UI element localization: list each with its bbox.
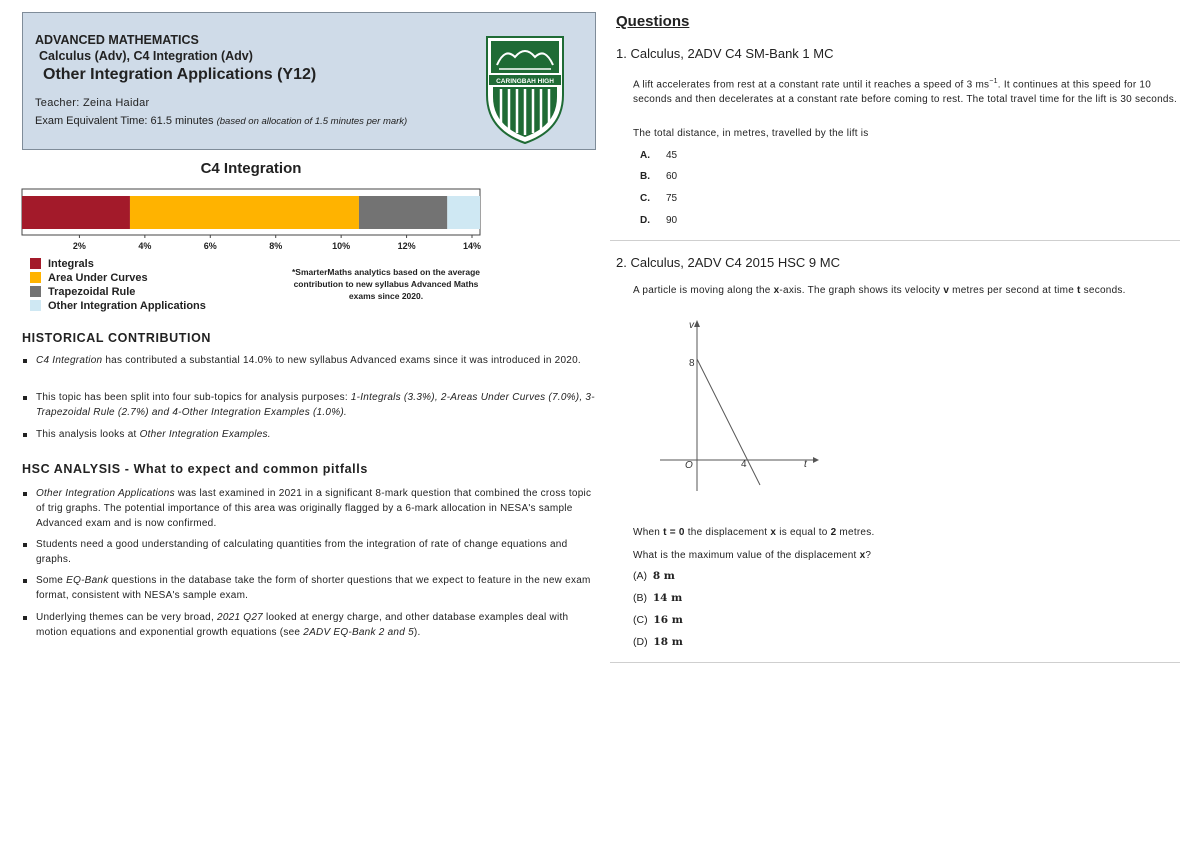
question-text: . It continues at this speed for 10 seconds and then decelerates at a constant rate before coming to rest. The total travel time for the lift is 30 seconds. (633, 79, 1177, 106)
legend-item-trapezoidal-rule (30, 286, 135, 299)
question-1-prompt: The total distance, in metres, travelled by the lift is (633, 128, 869, 139)
math-var: 2 (830, 527, 837, 538)
x-tick-label: 12% (397, 241, 416, 251)
historical-heading: HISTORICAL CONTRIBUTION (22, 331, 212, 345)
math-var: v (943, 285, 950, 296)
question-text: When (633, 527, 664, 538)
bullet-text: was last examined in 2021 in a significant 8-mark question that combined the cross topic of trig graphs. The potential importance of this area was originally flagged by a 6-mark allocation in NESA's sample Advanced exam and is now confirmed. (36, 488, 592, 529)
bullet-text: This analysis looks at (36, 429, 140, 440)
question-text: is equal to (776, 527, 831, 538)
legend-item-integrals (30, 258, 94, 271)
header-box (22, 12, 596, 150)
hsc-bullet-3 (36, 573, 598, 603)
stacked-bar-chart (18, 185, 488, 255)
question-text: metres. (836, 527, 875, 538)
velocity-time-graph (655, 315, 825, 495)
legend-swatch (30, 258, 41, 269)
bullet-emphasis: Other Integration Examples. (139, 429, 271, 440)
math-var: x (859, 550, 866, 561)
bar-segment-other-integration-applications (447, 196, 480, 229)
questions-heading: Questions (616, 13, 690, 30)
option-label: (A) (633, 570, 647, 582)
bullet-emphasis: EQ-Bank (66, 575, 109, 586)
option-value: 60 (666, 171, 678, 182)
option-value: 75 (666, 193, 678, 204)
chart-footnote: *SmarterMaths analytics based on the average contribution to new syllabus Advanced Maths exams since 2020. (291, 267, 481, 301)
exam-time-note: (based on allocation of 1.5 minutes per mark) (216, 116, 408, 127)
question-text: ? (865, 550, 872, 561)
x-tick-label: 8% (269, 241, 283, 251)
subject-title: ADVANCED MATHEMATICS (35, 33, 199, 47)
math-expr: t = 0 (663, 527, 685, 538)
exam-time: Exam Equivalent Time: 61.5 minutes (35, 115, 214, 127)
origin-label: O (685, 460, 693, 471)
logo-text: CARINGBAH HIGH (496, 78, 554, 85)
q2-option-a[interactable] (633, 570, 675, 582)
bullet-text: has contributed a substantial 14.0% to new syllabus Advanced exams since it was introduced in 2020. (102, 355, 581, 366)
option-label: A. (640, 150, 650, 161)
hsc-bullet-2 (36, 537, 598, 567)
x-tick-label: 10% (332, 241, 351, 251)
legend-swatch (30, 286, 41, 297)
t-axis-arrow (813, 457, 819, 463)
x-tick-label: 4% (138, 241, 152, 251)
legend-label: Trapezoidal Rule (48, 286, 136, 298)
hsc-bullet-1 (36, 486, 598, 531)
option-label: D. (640, 215, 650, 226)
v-axis-label: v (689, 320, 694, 331)
math-var: x (773, 285, 780, 296)
option-value: 90 (666, 215, 678, 226)
q1-option-c[interactable] (640, 193, 677, 204)
v-axis-arrow (694, 320, 700, 327)
topic-title: Other Integration Applications (Y12) (43, 66, 317, 83)
bullet-text: This topic has been split into four sub-topics for analysis purposes: (36, 392, 351, 403)
question-text: What is the maximum value of the displacement (633, 550, 860, 561)
bullet-emphasis: 1-Integrals (3.3%), 2-Areas Under Curves (7.0%), 3-Trapezoidal Rule (2.7%) and 4-Other Integration Examples (1.0%). (36, 392, 595, 418)
y-intercept-label: 8 (689, 358, 695, 369)
option-label: (B) (633, 592, 647, 604)
bullet-text: looked at energy charge, and other database examples deal with motion equations and exponential growth equations (see (36, 612, 569, 638)
x-intercept-label: 4 (741, 459, 747, 470)
option-label: (D) (633, 636, 648, 648)
bullet-emphasis: 2021 Q27 (217, 612, 263, 623)
school-crest-logo (485, 35, 565, 145)
t-axis-label: t (804, 459, 807, 470)
bullet-emphasis: C4 Integration (36, 355, 103, 366)
bullet-emphasis: 2ADV EQ-Bank 2 and 5 (303, 627, 414, 638)
superscript: −1 (989, 78, 998, 85)
velocity-line (697, 359, 760, 485)
q1-option-a[interactable] (640, 150, 677, 161)
bar-segment-area-under-curves (130, 196, 359, 229)
q1-option-d[interactable] (640, 215, 677, 226)
hsc-bullet-4 (36, 610, 598, 640)
legend-label: Other Integration Applications (48, 300, 206, 312)
bullet-text: Students need a good understanding of calculating quantities from the integration of rate of change equations and graphs. (36, 539, 568, 565)
x-tick-label: 6% (203, 241, 217, 251)
legend-swatch (30, 272, 41, 283)
question-separator (610, 662, 1180, 663)
option-label: B. (640, 171, 650, 182)
historical-bullet-2 (36, 390, 598, 420)
bullet-text: Some (36, 575, 67, 586)
question-text: -axis. The graph shows its velocity (779, 285, 944, 296)
chart-title: C4 Integration (200, 160, 302, 177)
bar-segment-trapezoidal-rule (359, 196, 447, 229)
question-1-title: 1. Calculus, 2ADV C4 SM-Bank 1 MC (616, 46, 834, 61)
question-text: A lift accelerates from rest at a constant rate until it reaches a speed of 3 ms (633, 79, 990, 91)
question-2-condition (633, 525, 1179, 540)
teacher-line: Teacher: Zeina Haidar (35, 97, 150, 109)
q2-option-c[interactable] (633, 614, 683, 626)
bullet-text: ). (413, 627, 421, 638)
question-text: seconds. (1080, 285, 1126, 296)
question-separator (610, 240, 1180, 241)
option-value: 18 m (653, 636, 683, 648)
bullet-text: questions in the database take the form of shorter questions that we expect to feature in the new exam format, consistent with NESA's sample exam. (36, 575, 591, 601)
historical-bullet-3 (36, 427, 598, 442)
x-tick-label: 2% (72, 241, 86, 251)
q1-option-b[interactable] (640, 171, 677, 182)
hsc-analysis-heading: HSC ANALYSIS - What to expect and common pitfalls (22, 462, 368, 476)
question-2-prompt (633, 548, 1179, 563)
question-2-title: 2. Calculus, 2ADV C4 2015 HSC 9 MC (616, 255, 840, 270)
option-label: (C) (633, 614, 648, 626)
legend-swatch (30, 300, 41, 311)
option-value: 8 m (652, 570, 675, 582)
option-value: 16 m (653, 614, 683, 626)
question-text: A particle is moving along the (633, 285, 774, 296)
q2-option-b[interactable] (633, 592, 682, 604)
course-title: Calculus (Adv), C4 Integration (Adv) (39, 49, 253, 63)
x-tick-label: 14% (462, 241, 482, 251)
legend-label: Integrals (48, 258, 94, 270)
historical-bullet-1 (36, 353, 598, 368)
question-1-text (633, 74, 1179, 107)
legend-item-other-applications (30, 300, 206, 313)
legend-item-area-under-curves (30, 272, 148, 285)
legend-label: Area Under Curves (48, 272, 148, 284)
option-value: 45 (666, 150, 678, 161)
math-var: t (1077, 285, 1081, 296)
bullet-emphasis: Other Integration Applications (36, 488, 175, 499)
question-text: metres per second at time (949, 285, 1078, 296)
exam-time-line (35, 115, 407, 127)
question-2-text (633, 283, 1179, 298)
bullet-text: Underlying themes can be very broad, (36, 612, 218, 623)
question-text: the displacement (684, 527, 771, 538)
option-value: 14 m (652, 592, 683, 604)
bar-segment-integrals (22, 196, 130, 229)
math-var: x (770, 527, 777, 538)
option-label: C. (640, 193, 650, 204)
q2-option-d[interactable] (633, 636, 683, 648)
